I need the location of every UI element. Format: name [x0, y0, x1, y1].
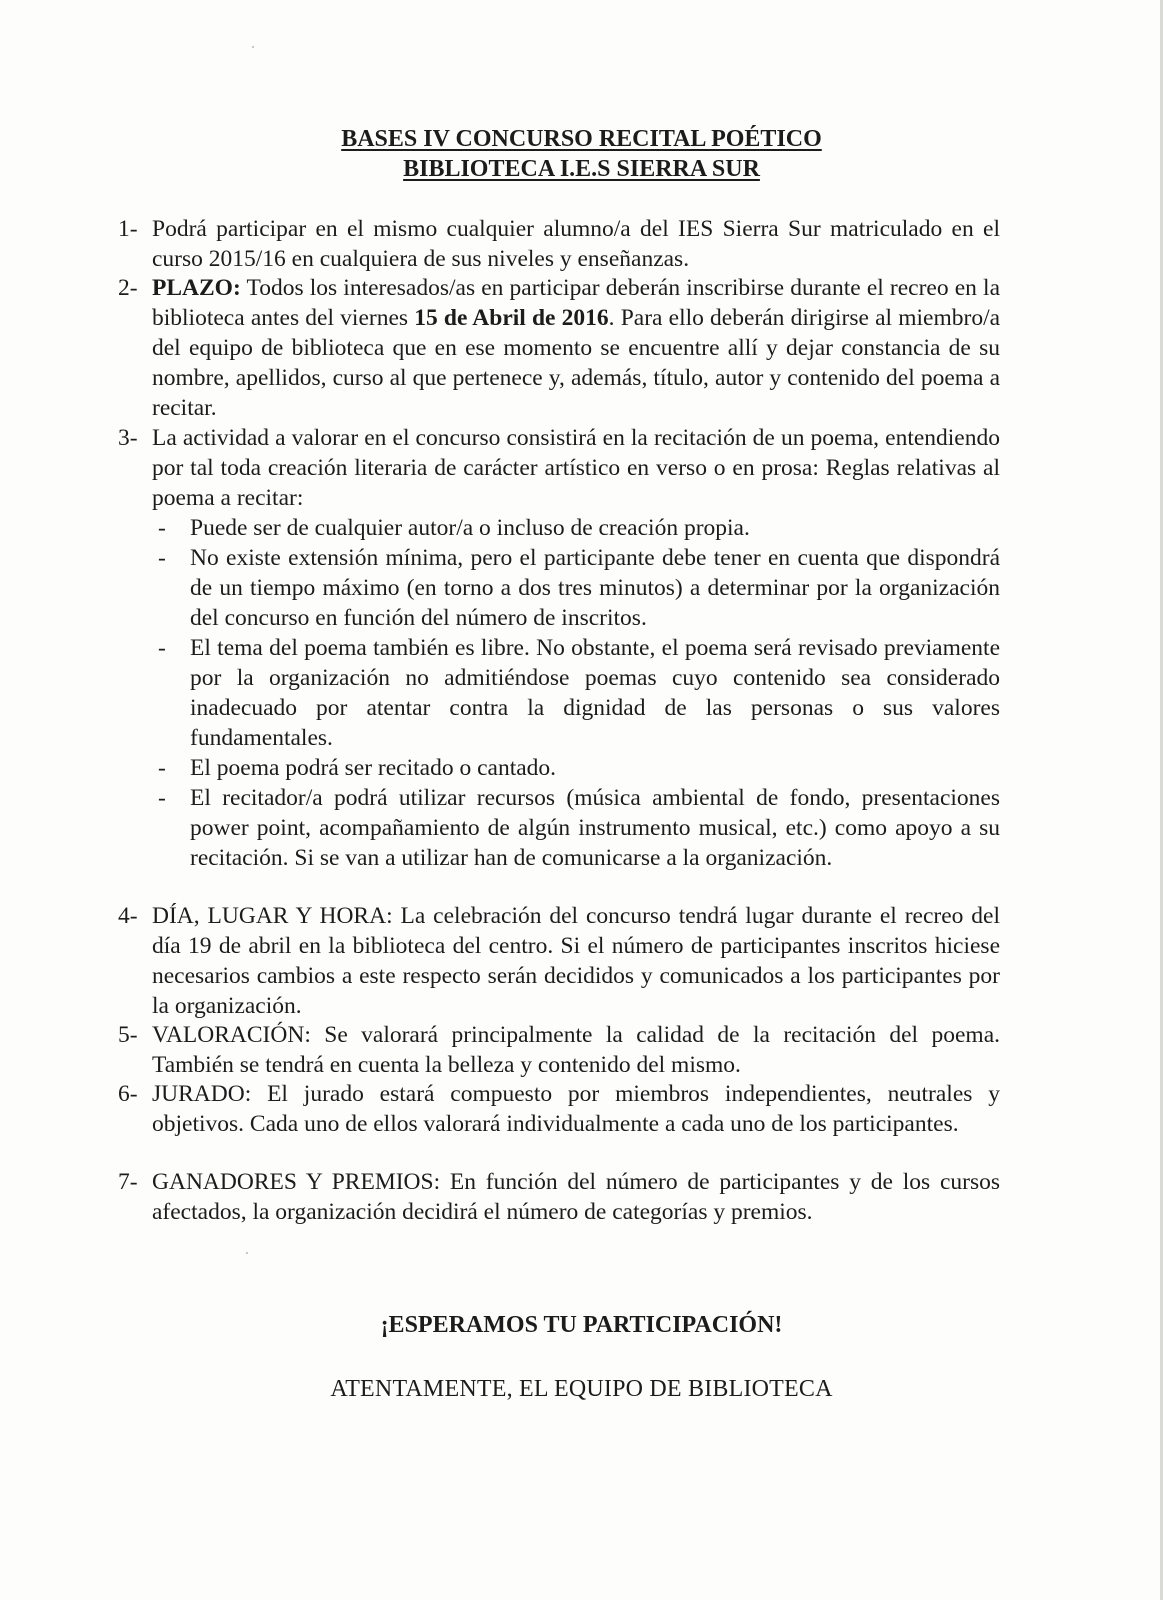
item-label: PLAZO:: [152, 275, 241, 301]
item-number: 5-: [118, 1022, 138, 1048]
list-item: [152, 513, 1000, 543]
item-text: GANADORES Y PREMIOS: En función del número de participantes y de los cursos afectados, la organización decidirá el número de categorías y premios.: [152, 1169, 1000, 1225]
dash-bullet: -: [158, 515, 166, 541]
item-intro: La actividad a valorar en el concurso consistirá en la recitación de un poema, entendiendo por tal toda creación literaria de carácter artístico en verso o en prosa: Reglas relativas al poema a recitar:: [152, 425, 1000, 511]
item-text: DÍA, LUGAR Y HORA: La celebración del concurso tendrá lugar durante el recreo del día 19 de abril en la biblioteca del centro. Si el número de participantes inscritos hiciese necesarios cambios a este respecto serán decididos y comunicados a los participantes por la organización.: [152, 903, 1000, 1019]
rule-item-7: [118, 1167, 1000, 1227]
dash-bullet: -: [158, 635, 166, 661]
item-number: 7-: [118, 1169, 138, 1195]
dash-bullet: -: [158, 755, 166, 781]
list-item-text: El tema del poema también es libre. No obstante, el poema será revisado previamente por la organización no admitiéndose poemas cuyo contenido sea considerado inadecuado por atentar contra la dignidad de las personas o sus valores fundamentales.: [190, 635, 1000, 751]
list-item-text: El poema podrá ser recitado o cantado.: [190, 755, 557, 781]
item-text: [152, 273, 1000, 423]
item-text: VALORACIÓN: Se valorará principalmente la calidad de la recitación del poema. También se tendrá en cuenta la belleza y contenido del mismo.: [152, 1022, 1000, 1078]
list-item: [152, 753, 1000, 783]
scan-speck: [246, 1252, 248, 1254]
list-item: [152, 633, 1000, 753]
scan-speck: [252, 46, 254, 48]
dash-bullet: -: [158, 785, 166, 811]
item-number: 2-: [118, 275, 138, 301]
rule-item-3: [118, 423, 1000, 873]
rule-item-5: [118, 1020, 1000, 1080]
rule-item-4: [118, 901, 1000, 1021]
document-subtitle: BIBLIOTECA I.E.S SIERRA SUR: [403, 156, 760, 182]
item-text: JURADO: El jurado estará compuesto por miembros independientes, neutrales y objetivos. Cada uno de ellos valorará individualmente a cada uno de los participantes.: [152, 1081, 1000, 1137]
item-text-part: Todos los interesados/as en participar deberán inscribirse durante el recreo en la biblioteca antes del viernes: [152, 275, 1000, 331]
item-text: Podrá participar en el mismo cualquier alumno/a del IES Sierra Sur matriculado en el curso 2015/16 en cualquiera de sus niveles y enseñanzas.: [152, 216, 1000, 272]
document-title: BASES IV CONCURSO RECITAL POÉTICO: [341, 126, 822, 152]
list-item: [152, 783, 1000, 873]
list-item-text: No existe extensión mínima, pero el participante debe tener en cuenta que dispondrá de un tiempo máximo (en torno a dos tres minutos) a determinar por la organización del concurso en función del número de inscritos.: [190, 545, 1000, 631]
item-number: 4-: [118, 903, 138, 929]
dash-bullet: -: [158, 545, 166, 571]
list-item-text: El recitador/a podrá utilizar recursos (música ambiental de fondo, presentaciones power point, acompañamiento de algún instrumento musical, etc.) como apoyo a su recitación. Si se van a utilizar han de comunicarse a la organización.: [190, 785, 1000, 871]
item-number: 1-: [118, 216, 138, 242]
rule-item-6: [118, 1079, 1000, 1139]
rule-item-1: [118, 214, 1000, 274]
item-text-part: . Para ello deberán dirigirse al miembro/a del equipo de biblioteca que en ese momento se encuentre allí y dejar constancia de su nombre, apellidos, curso al que pertenece y, además, título, autor y contenido del poema a recitar.: [152, 305, 1001, 421]
closing-call: ¡ESPERAMOS TU PARTICIPACIÓN!: [380, 1312, 783, 1338]
rule-item-2: [118, 273, 1000, 423]
item-text: [152, 423, 1000, 873]
item-number: 6-: [118, 1081, 138, 1107]
poem-rules-list: [152, 513, 1000, 873]
list-item: [152, 543, 1000, 633]
signature: ATENTAMENTE, EL EQUIPO DE BIBLIOTECA: [330, 1376, 833, 1402]
item-number: 3-: [118, 425, 138, 451]
list-item-text: Puede ser de cualquier autor/a o incluso de creación propia.: [190, 515, 750, 541]
deadline-date: 15 de Abril de 2016: [414, 305, 609, 331]
